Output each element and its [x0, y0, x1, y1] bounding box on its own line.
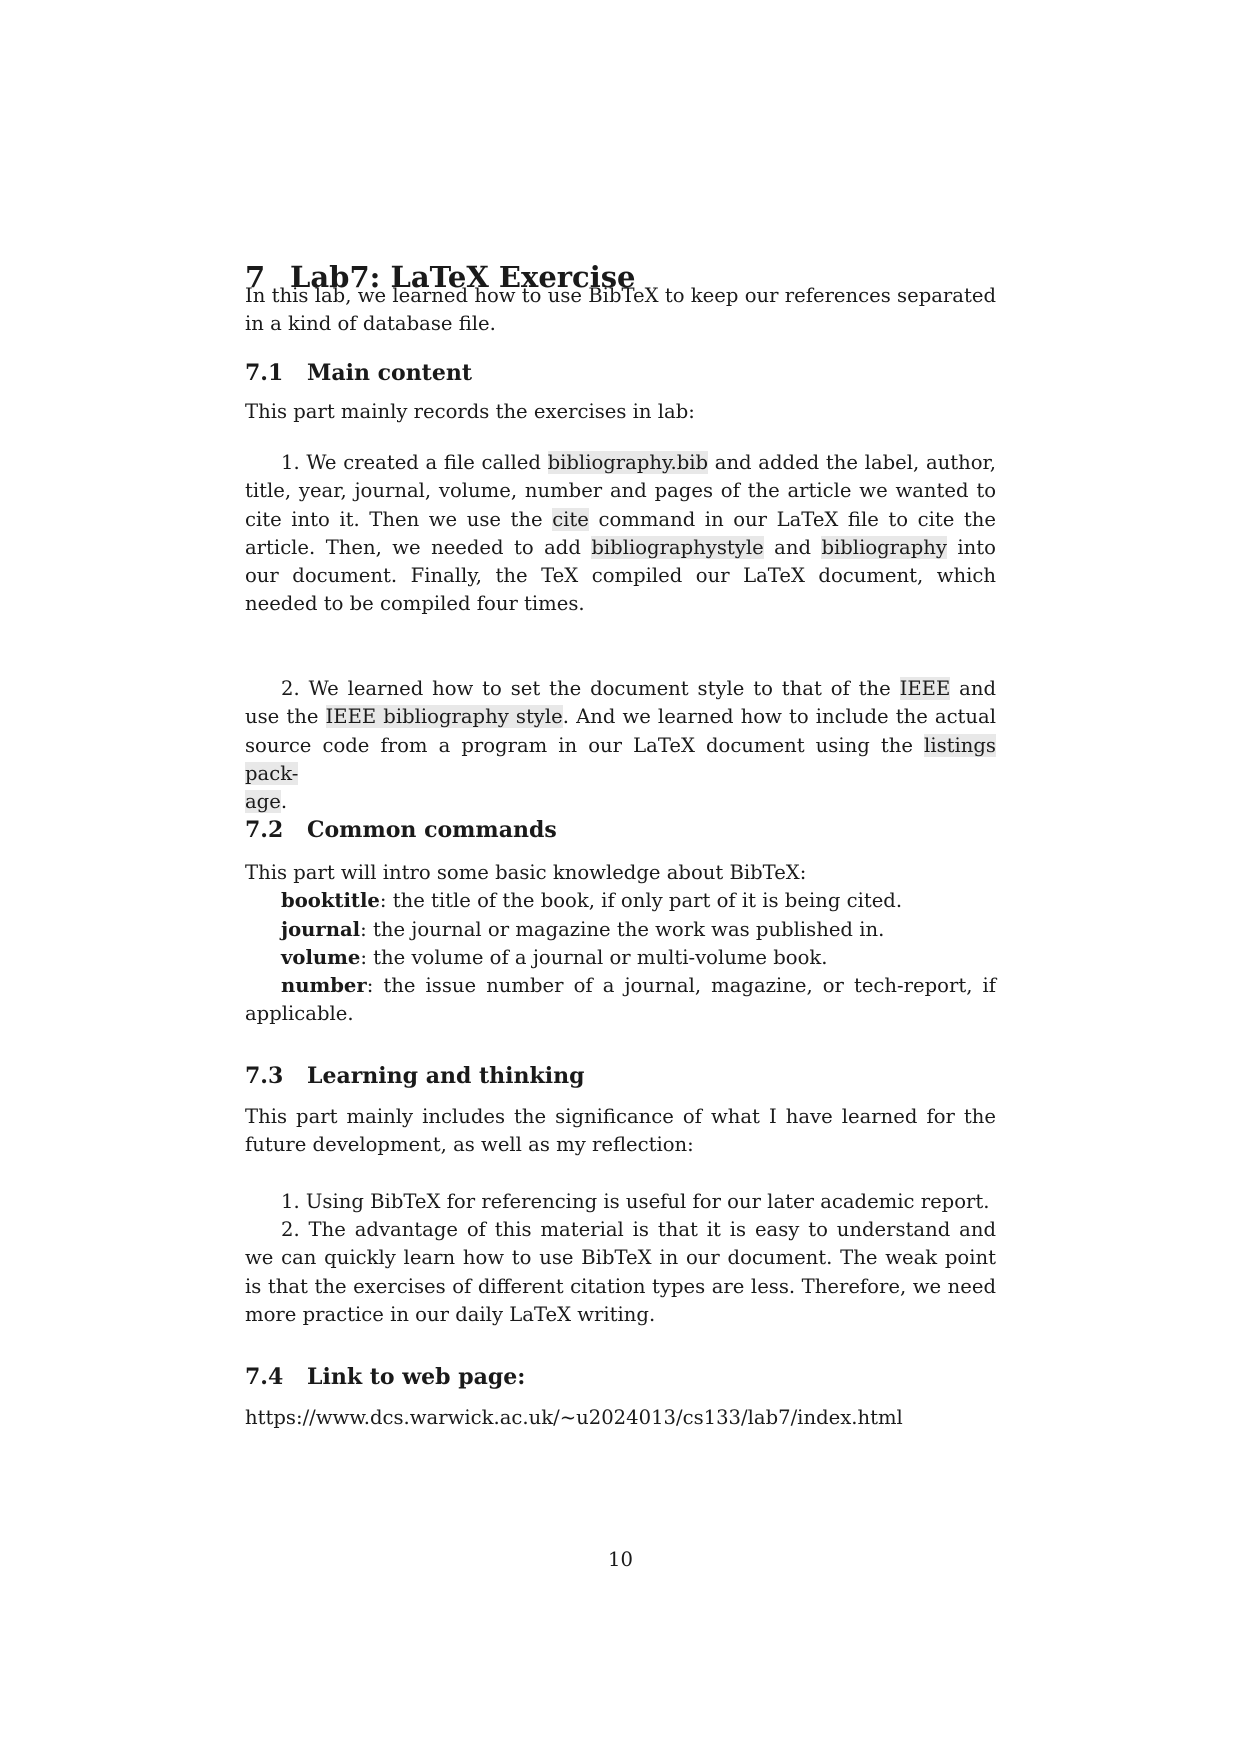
subsection-number: 7.3	[245, 1063, 284, 1089]
highlight-ieee: IEEE	[899, 677, 951, 700]
section-intro: In this lab, we learned how to use BibTeX to keep our references separated in a kind of database file.	[245, 284, 996, 336]
definition-list	[245, 859, 996, 1029]
definition-item	[245, 916, 996, 944]
list-item: 2. The advantage of this material is that it is easy to understand and we can quickly learn how to use BibTeX in our document. The weak point is that the exercises of different citation types are less. Therefore, we need more practice in our daily LaTeX writing.	[245, 1218, 996, 1326]
subsection-title: Common commands	[307, 817, 557, 843]
definition-text: : the title of the book, if only part of it is being cited.	[379, 889, 903, 913]
list-item	[245, 449, 996, 619]
item-text: . And we learned how to include the actual source code from a program in our LaTeX document using the	[245, 705, 996, 757]
item-text: command in our LaTeX file to cite the article. Then, we needed to add	[245, 507, 996, 559]
highlight-listings-package: listings pack-	[245, 733, 996, 785]
definition-text: : the volume of a journal or multi-volume book.	[360, 945, 828, 969]
subsection-number: 7.2	[245, 817, 284, 843]
subsection-lead: This part mainly includes the significance of what I have learned for the future development, as well as my reflection:	[245, 1105, 996, 1157]
definition-item	[245, 887, 996, 915]
item-text: into our document. Finally, the TeX compiled our LaTeX document, which needed to be compiled four times.	[245, 535, 996, 616]
item-text: .	[280, 790, 288, 814]
document-page	[245, 0, 996, 1754]
subsection-title: Main content	[307, 360, 472, 386]
subsection-heading-7-4	[245, 1362, 525, 1392]
highlight-listings-package-cont: age	[245, 790, 281, 814]
item-text: 1. We created a file called	[281, 451, 548, 474]
definition-term: booktitle	[281, 889, 380, 913]
item-text: and use the	[245, 677, 996, 729]
section-title: Lab7: LaTeX Exercise	[290, 260, 636, 294]
definition-text: : the journal or magazine the work was published in.	[360, 917, 885, 941]
definition-term: journal	[281, 917, 361, 941]
web-page-link[interactable]: https://www.dcs.warwick.ac.uk/~u2024013/cs133/lab7/index.html	[245, 1406, 903, 1429]
list-item: 1. Using BibTeX for referencing is useful for our later academic report.	[281, 1190, 990, 1213]
definition-item	[245, 972, 996, 1029]
highlight-bibliography: bibliography	[821, 535, 947, 559]
subsection-lead: This part mainly records the exercises in lab:	[245, 400, 695, 423]
page-number: 10	[608, 1548, 633, 1571]
highlight-ieee-bibliography-style: IEEE bibliography style	[325, 705, 563, 729]
subsection-title: Link to web page:	[307, 1364, 526, 1390]
definition-text: : the issue number of a journal, magazine, or tech-report, if applicable.	[245, 974, 996, 1026]
list-item	[245, 675, 996, 816]
definition-term: number	[281, 974, 367, 998]
subsection-heading-7-3	[245, 1061, 584, 1091]
subsection-lead: This part will intro some basic knowledge about BibTeX:	[245, 861, 807, 884]
section-number: 7	[245, 260, 266, 294]
subsection-number: 7.4	[245, 1364, 284, 1390]
item-text: 2. We learned how to set the document style to that of the	[281, 677, 900, 700]
subsection-heading-7-1	[245, 358, 472, 388]
highlight-bibliography-bib: bibliography.bib	[547, 451, 709, 474]
subsection-title: Learning and thinking	[307, 1063, 585, 1089]
highlight-cite: cite	[552, 507, 589, 531]
highlight-bibliographystyle: bibliographystyle	[591, 535, 764, 559]
item-text: and	[763, 535, 822, 559]
subsection-heading-7-2	[245, 815, 557, 845]
item-text: and added the label, author, title, year, journal, volume, number and pages of the article we wanted to cite into it. Then we use the	[245, 451, 996, 531]
definition-term: volume	[281, 945, 361, 969]
definition-item	[245, 944, 996, 972]
subsection-number: 7.1	[245, 360, 284, 386]
